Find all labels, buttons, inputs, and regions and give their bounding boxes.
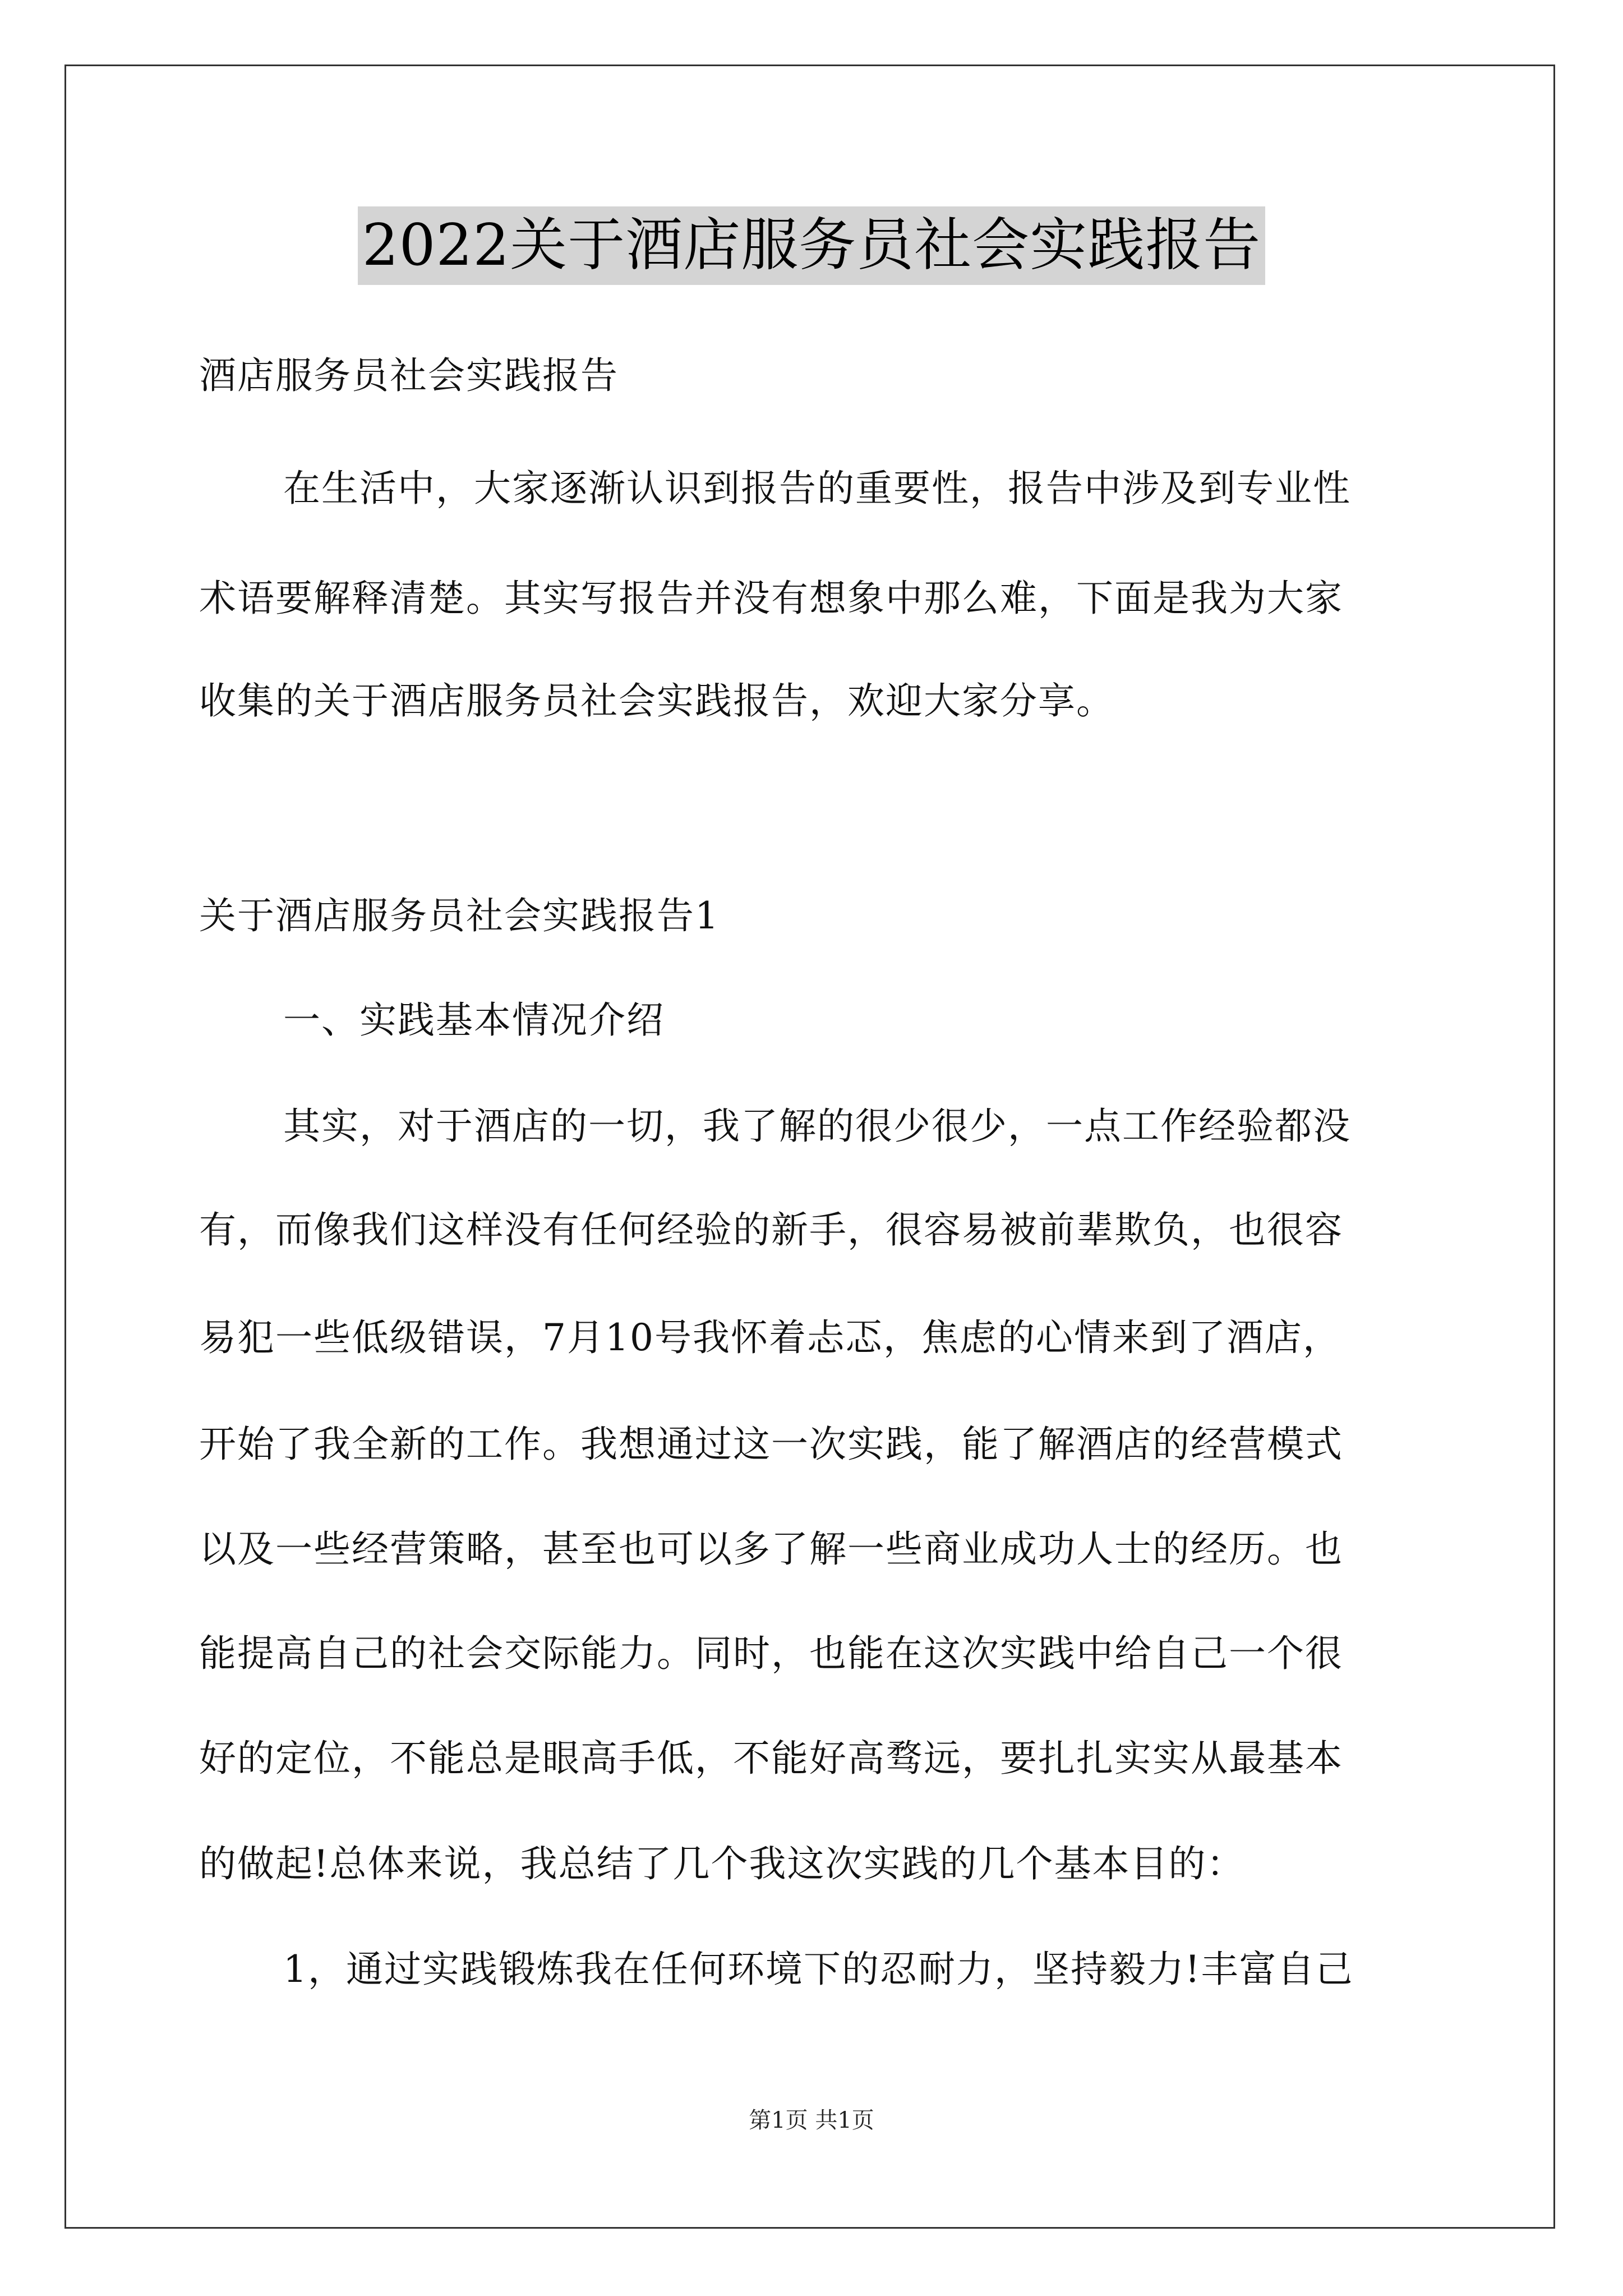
subsection-heading: 一、实践基本情况介绍 (283, 999, 665, 1042)
page-footer: 第1页 共1页 (749, 2108, 874, 2133)
paragraph-line: 其实，对于酒店的一切，我了解的很少很少，一点工作经验都没 (283, 1105, 1351, 1148)
paragraph-line: 的做起!总体来说，我总结了几个我这次实践的几个基本目的： (199, 1842, 1245, 1885)
title-container (0, 206, 1623, 285)
paragraph-line: 在生活中，大家逐渐认识到报告的重要性，报告中涉及到专业性 (283, 467, 1351, 510)
paragraph-line: 有，而像我们这样没有任何经验的新手，很容易被前辈欺负，也很容 (199, 1208, 1343, 1251)
paragraph-line: 术语要解释清楚。其实写报告并没有想象中那么难，下面是我为大家 (199, 577, 1343, 620)
subtitle-line: 酒店服务员社会实践报告 (199, 354, 619, 397)
paragraph-line: 收集的关于酒店服务员社会实践报告，欢迎大家分享。 (199, 679, 1114, 723)
section-heading: 关于酒店服务员社会实践报告1 (199, 894, 720, 937)
paragraph-line: 易犯一些低级错误，7月10号我怀着忐忑，焦虑的心情来到了酒店， (199, 1316, 1341, 1359)
document-title: 2022关于酒店服务员社会实践报告 (358, 206, 1266, 285)
paragraph-line: 好的定位，不能总是眼高手低，不能好高骛远，要扎扎实实从最基本 (199, 1737, 1343, 1780)
paragraph-line: 开始了我全新的工作。我想通过这一次实践，能了解酒店的经营模式 (199, 1423, 1343, 1466)
paragraph-line: 1，通过实践锻炼我在任何环境下的忍耐力，坚持毅力!丰富自己 (283, 1948, 1354, 1991)
paragraph-line: 能提高自己的社会交际能力。同时，也能在这次实践中给自己一个很 (199, 1632, 1343, 1675)
paragraph-line: 以及一些经营策略，甚至也可以多了解一些商业成功人士的经历。也 (199, 1527, 1343, 1571)
